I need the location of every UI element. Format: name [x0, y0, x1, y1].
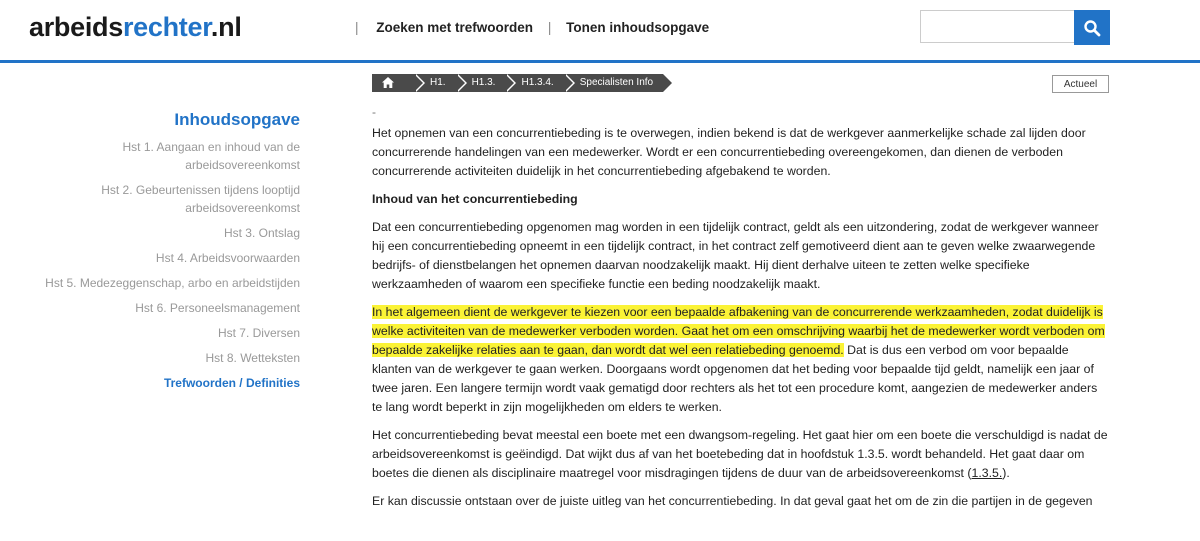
- paragraph-boete-end: ).: [1002, 466, 1010, 480]
- breadcrumb-item-h1[interactable]: H1.: [414, 74, 456, 92]
- breadcrumb-item-h1-3[interactable]: H1.3.: [456, 74, 506, 92]
- paragraph-boete: [372, 426, 1108, 483]
- actueel-button[interactable]: Actueel: [1052, 75, 1109, 93]
- search-icon: [1083, 19, 1101, 37]
- site-header: [0, 0, 1200, 62]
- sidebar-item-hst7[interactable]: Hst 7. Diversen: [217, 326, 300, 340]
- paragraph-discussie: Er kan discussie ontstaan over de juiste uitleg van het concurrentiebeding. In dat geval gaat het om de zin die partijen in de gegeven: [372, 494, 1093, 508]
- highlighted-text: In het algemeen dient de werkgever te kiezen voor een bepaalde afbakening van de concurrerende werkzaamheden, zodat duidelijk is welke activiteiten van de medewerker verboden worden. Gaat het om een omschrijving waarbij het de medewerker wordt verboden om bepaalde zakelijke relaties aan te gaan, dan wordt dat wel een relatiebeding genoemd.: [372, 305, 1105, 357]
- breadcrumb: [372, 74, 663, 92]
- sidebar-item-hst3[interactable]: Hst 3. Ontslag: [223, 226, 300, 240]
- paragraph-tijdelijk-contract: Dat een concurrentiebeding opgenomen mag worden in een tijdelijk contract, geldt als een uitzondering, zodat de werkgever wanneer hij een concurrentiebeding opneemt in een tijdelijk contract, in het contract zelf gemotiveerd dient aan te geven welke zwaarwegende bedrijfs- of dienstbelangen het opnemen daarvan noodzakelijk maakt. Hij dient derhalve uiteen te zetten welke specifieke werkzaamheden of waarom een specifieke functie een beding noodzakelijk maakt.: [372, 220, 1099, 291]
- breadcrumb-home[interactable]: [372, 74, 414, 92]
- sidebar-title: Inhoudsopgave: [174, 110, 300, 129]
- sidebar-item-hst6[interactable]: Hst 6. Personeelsmanagement: [135, 301, 300, 315]
- sidebar-item-hst2[interactable]: Hst 2. Gebeurtenissen tijdens looptijd arbeidsovereenkomst: [101, 183, 300, 215]
- top-navigation: [355, 20, 709, 35]
- nav-link-zoeken[interactable]: Zoeken met trefwoorden: [376, 20, 534, 35]
- sidebar-menu: [30, 138, 300, 392]
- search-box: [920, 10, 1110, 45]
- sidebar-item-hst5[interactable]: Hst 5. Medezeggenschap, arbo en arbeidstijden: [45, 276, 300, 290]
- paragraph-afbakening-rest: Dat is dus een verbod om voor bepaalde klanten van de werkgever te gaan werken. Doorgaans wordt opgenomen dat het beding voor bepaalde tijd geldt, namelijk een jaar of twee jaren. Een langere termijn wordt vaak gematigd door rechters als het tot een procedure komt, aangezien de medewerker anders te lang wordt beperkt in zijn mogelijkheden om elders te werken.: [372, 343, 1098, 414]
- header-divider: [0, 60, 1200, 63]
- article-content: [372, 105, 1108, 520]
- paragraph-boete-text: Het concurrentiebeding bevat meestal een boete met een dwangsom-regeling. Het gaat hier om een boete die verschuldigd is nadat de arbeidsovereenkomst is geëindigd. Dat wijkt dus af van het boetebeding dat in hoofdstuk 1.3.5. wordt behandeld. Het gaat daar om boetes die dienen als disciplinaire maatregel voor misdragingen tijdens de duur van de arbeidsovereenkomst (: [372, 428, 1108, 480]
- nav-link-inhoudsopgave[interactable]: Tonen inhoudsopgave: [566, 20, 710, 35]
- sidebar-item-hst8[interactable]: Hst 8. Wetteksten: [205, 351, 300, 365]
- nav-separator: |: [547, 20, 552, 35]
- section-heading: Inhoud van het concurrentiebeding: [372, 192, 578, 206]
- site-logo[interactable]: [29, 12, 242, 43]
- sidebar-item-trefwoorden[interactable]: Trefwoorden / Definities: [163, 376, 300, 390]
- link-1-3-5[interactable]: 1.3.5.: [971, 466, 1003, 480]
- paragraph-afbakening: [372, 303, 1108, 417]
- sidebar-item-hst4[interactable]: Hst 4. Arbeidsvoorwaarden: [155, 251, 300, 265]
- nav-separator: |: [355, 20, 359, 35]
- content-dash: -: [372, 105, 376, 119]
- breadcrumb-item-h1-3-4[interactable]: H1.3.4.: [505, 74, 563, 92]
- sidebar-item-hst1[interactable]: Hst 1. Aangaan en inhoud van de arbeidsovereenkomst: [122, 140, 300, 172]
- home-icon: [382, 77, 394, 88]
- paragraph-intro: Het opnemen van een concurrentiebeding is te overwegen, indien bekend is dat de werkgever aanmerkelijke schade zal lijden door concurrerende handelingen van een medewerker. Wordt er een concurrentiebeding overeengekomen, dan dienen de verboden concurrerende activiteiten duidelijk in het concurrentiebeding afgebakend te worden.: [372, 126, 1086, 178]
- sidebar: [30, 108, 300, 399]
- logo-text-rechter: rechter: [122, 12, 211, 42]
- breadcrumb-item-specialisten-info[interactable]: Specialisten Info: [564, 74, 663, 92]
- search-button[interactable]: [1074, 10, 1110, 45]
- search-input[interactable]: [920, 10, 1074, 43]
- logo-text-nl: .nl: [210, 12, 242, 42]
- logo-text-arbeids: arbeids: [29, 12, 123, 42]
